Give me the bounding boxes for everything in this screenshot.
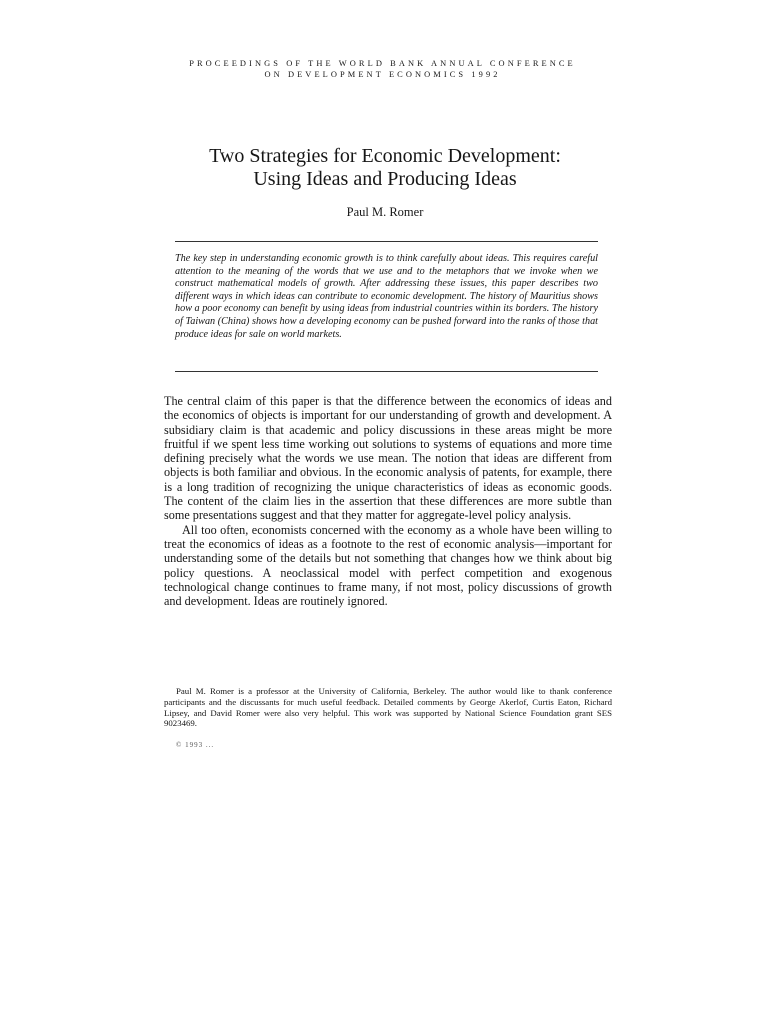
body-paragraph-1: The central claim of this paper is that the difference between the economics of ideas and the economics of objects is important for our understanding of growth and development. A subsidiary claim is that academic and policy discussions in these areas might be more fruitful if we spent less time working out solutions to systems of equations and more time defining precisely what the words we use mean. The notion that ideas are different from objects is both familiar and obvious. In the economic analysis of patents, for example, there is a long tradition of recognizing the unique characteristics of ideas as economic goods. The content of the claim lies in the assertion that these differences are more subtle than some presentations suggest and that they matter for aggregate-level policy analysis.	[164, 394, 612, 523]
article-title-line-2: Using Ideas and Producing Ideas	[253, 168, 517, 190]
body-paragraph-2: All too often, economists concerned with the economy as a whole have been willing to treat the economics of ideas as a footnote to the rest of economic analysis—important for understanding some of the details but not something that changes how we think about big policy questions. A neoclassical model with perfect competition and exogenous technological change continues to frame many, if not most, policy discussions of growth and development. Ideas are routinely ignored.	[164, 522, 612, 609]
abstract-text: The key step in understanding economic growth is to think carefully about ideas. This requires careful attention to the meaning of the words that we use and to the metaphors that we invoke when we construct mathematical models of growth. After addressing these issues, this paper describes two different ways in which ideas can contribute to economic development. The history of Mauritius shows how a poor economy can benefit by using ideas from industrial countries within its borders. The history of Taiwan (China) shows how a developing economy can be pushed forward into the ranks of those that produce ideas for sale on world markets.	[175, 253, 598, 340]
running-head-line-1: PROCEEDINGS OF THE WORLD BANK ANNUAL CONFERENCE	[189, 59, 576, 68]
article-title	[150, 145, 620, 191]
author-name: Paul M. Romer	[346, 205, 424, 219]
abstract-top-rule	[175, 241, 598, 242]
copyright-line: © 1993 ...	[176, 741, 215, 749]
abstract-bottom-rule	[175, 371, 598, 372]
author-footnote: Paul M. Romer is a professor at the University of California, Berkeley. The author would like to thank conference participants and the discussants for much useful feedback. Detailed comments by George Akerlof, Curtis Eaton, Richard Lipsey, and David Romer were also very helpful. This work was supported by National Science Foundation grant SES 9023469.	[164, 686, 612, 729]
running-head	[150, 58, 615, 80]
running-head-line-2: ON DEVELOPMENT ECONOMICS 1992	[264, 70, 501, 79]
article-title-line-1: Two Strategies for Economic Development:	[209, 145, 561, 167]
body-text	[164, 394, 612, 608]
